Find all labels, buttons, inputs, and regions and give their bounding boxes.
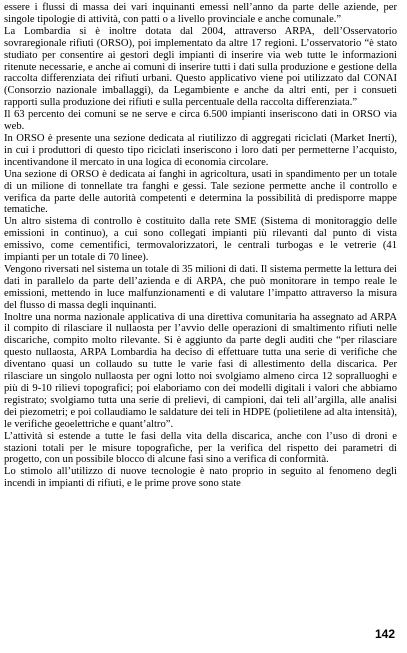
paragraph: La Lombardia si è inoltre dotata dal 2004, attraverso ARPA, dell’Osservatorio sovraregionale rifiuti (ORSO), poi implementato da altre 17 regioni. L’osservatorio “è stato studiato per consentire ai gestori degli impianti di inserire via web tutte le informazioni ritenute necessarie, e anche ai comuni di inserire tutti i dati sulla produzione e gestione della raccolta differenziata dei rifiuti urbani. Questo applicativo viene poi utilizzato dal CONAI (Consorzio nazionale imballaggi), da Legambiente e anche da altri enti, per i consueti rapporti sulla produzione dei rifiuti e sulla percentuale della raccolta differenziata.” (4, 25, 397, 109)
paragraph: Il 63 percento dei comuni se ne serve e circa 6.500 impianti inseriscono dati in ORSO via web. (4, 109, 397, 133)
paragraph: Lo stimolo all’utilizzo di nuove tecnologie è nato proprio in seguito al fenomeno degli incendi in impianti di rifiuti, e le prime prove sono state (4, 466, 397, 490)
paragraph: Inoltre una norma nazionale applicativa di una direttiva comunitaria ha assegnato ad ARPA il compito di rilasciare il nullaosta per l’avvio delle operazioni di smaltimento rifiuti nelle discariche, compito molto rilevante. Si è aggiunto da parte degli auditi che “per rilasciare questo nullaosta, ARPA Lombardia ha deciso di effettuare tutta una serie di verifiche che diventano quasi un collaudo su tutte le varie fasi di allestimento della discarica. Per rilasciare un singolo nullaosta per ogni lotto noi svolgiamo almeno circa 12 sopralluoghi e più di 9-10 rilievi topografici; poi elaboriamo con dei modelli digitali i valori che abbiamo registrato; svolgiamo tutta una serie di prelievi, di campioni, dai teli all’argilla, alle analisi dei piezometri; e poi collaudiamo le saldature dei teli in HDPE (polietilene ad alta intensità), le verifiche geoelettriche e quant’altro”. (4, 311, 397, 430)
paragraph: Un altro sistema di controllo è costituito dalla rete SME (Sistema di monitoraggio delle emissioni in continuo), a cui sono collegati impianti più rilevanti dal punto di vista emissivo, come cementifici, termovalorizzatori, le centrali turbogas e le vetrerie (41 impianti per un totale di 70 linee). (4, 216, 397, 264)
paragraph: In ORSO è presente una sezione dedicata al riutilizzo di aggregati riciclati (Market Inerti), in cui i produttori di questo tipo riciclati inseriscono i loro dati per permetterne l’acquisto, incentivandone il mercato in una logica di economia circolare. (4, 132, 397, 168)
paragraph: essere i flussi di massa dei vari inquinanti emessi nell’anno da parte delle aziende, per singole tipologie di attività, con patti o a livello provinciale e anche comunale.” (4, 2, 397, 25)
paragraph: Vengono riversati nel sistema un totale di 35 milioni di dati. Il sistema permette la lettura dei dati in parallelo da parte dell’azienda e di ARPA, che può monitorare in tempo reale le emissioni, mettendo in luce malfunzionamenti e di valutare l’impatto attraverso la misura del flusso di massa degli inquinanti. (4, 263, 397, 311)
page-number: 142 (374, 627, 395, 641)
body-text (4, 2, 397, 490)
paragraph: L’attività si estende a tutte le fasi della vita della discarica, anche con l’uso di droni e stazioni totali per le misure topografiche, per la verifica del rispetto dei parametri di progetto, con un possibile blocco di alcune fasi sino a verifica di conformità. (4, 430, 397, 466)
paragraph: Una sezione di ORSO è dedicata ai fanghi in agricoltura, usati in spandimento per un totale di un milione di tonnellate tra fanghi e gessi. Tale sezione permette anche il controllo e verifica da parte delle autorità competenti e determina la possibilità di predisporre mappe tematiche. (4, 168, 397, 216)
